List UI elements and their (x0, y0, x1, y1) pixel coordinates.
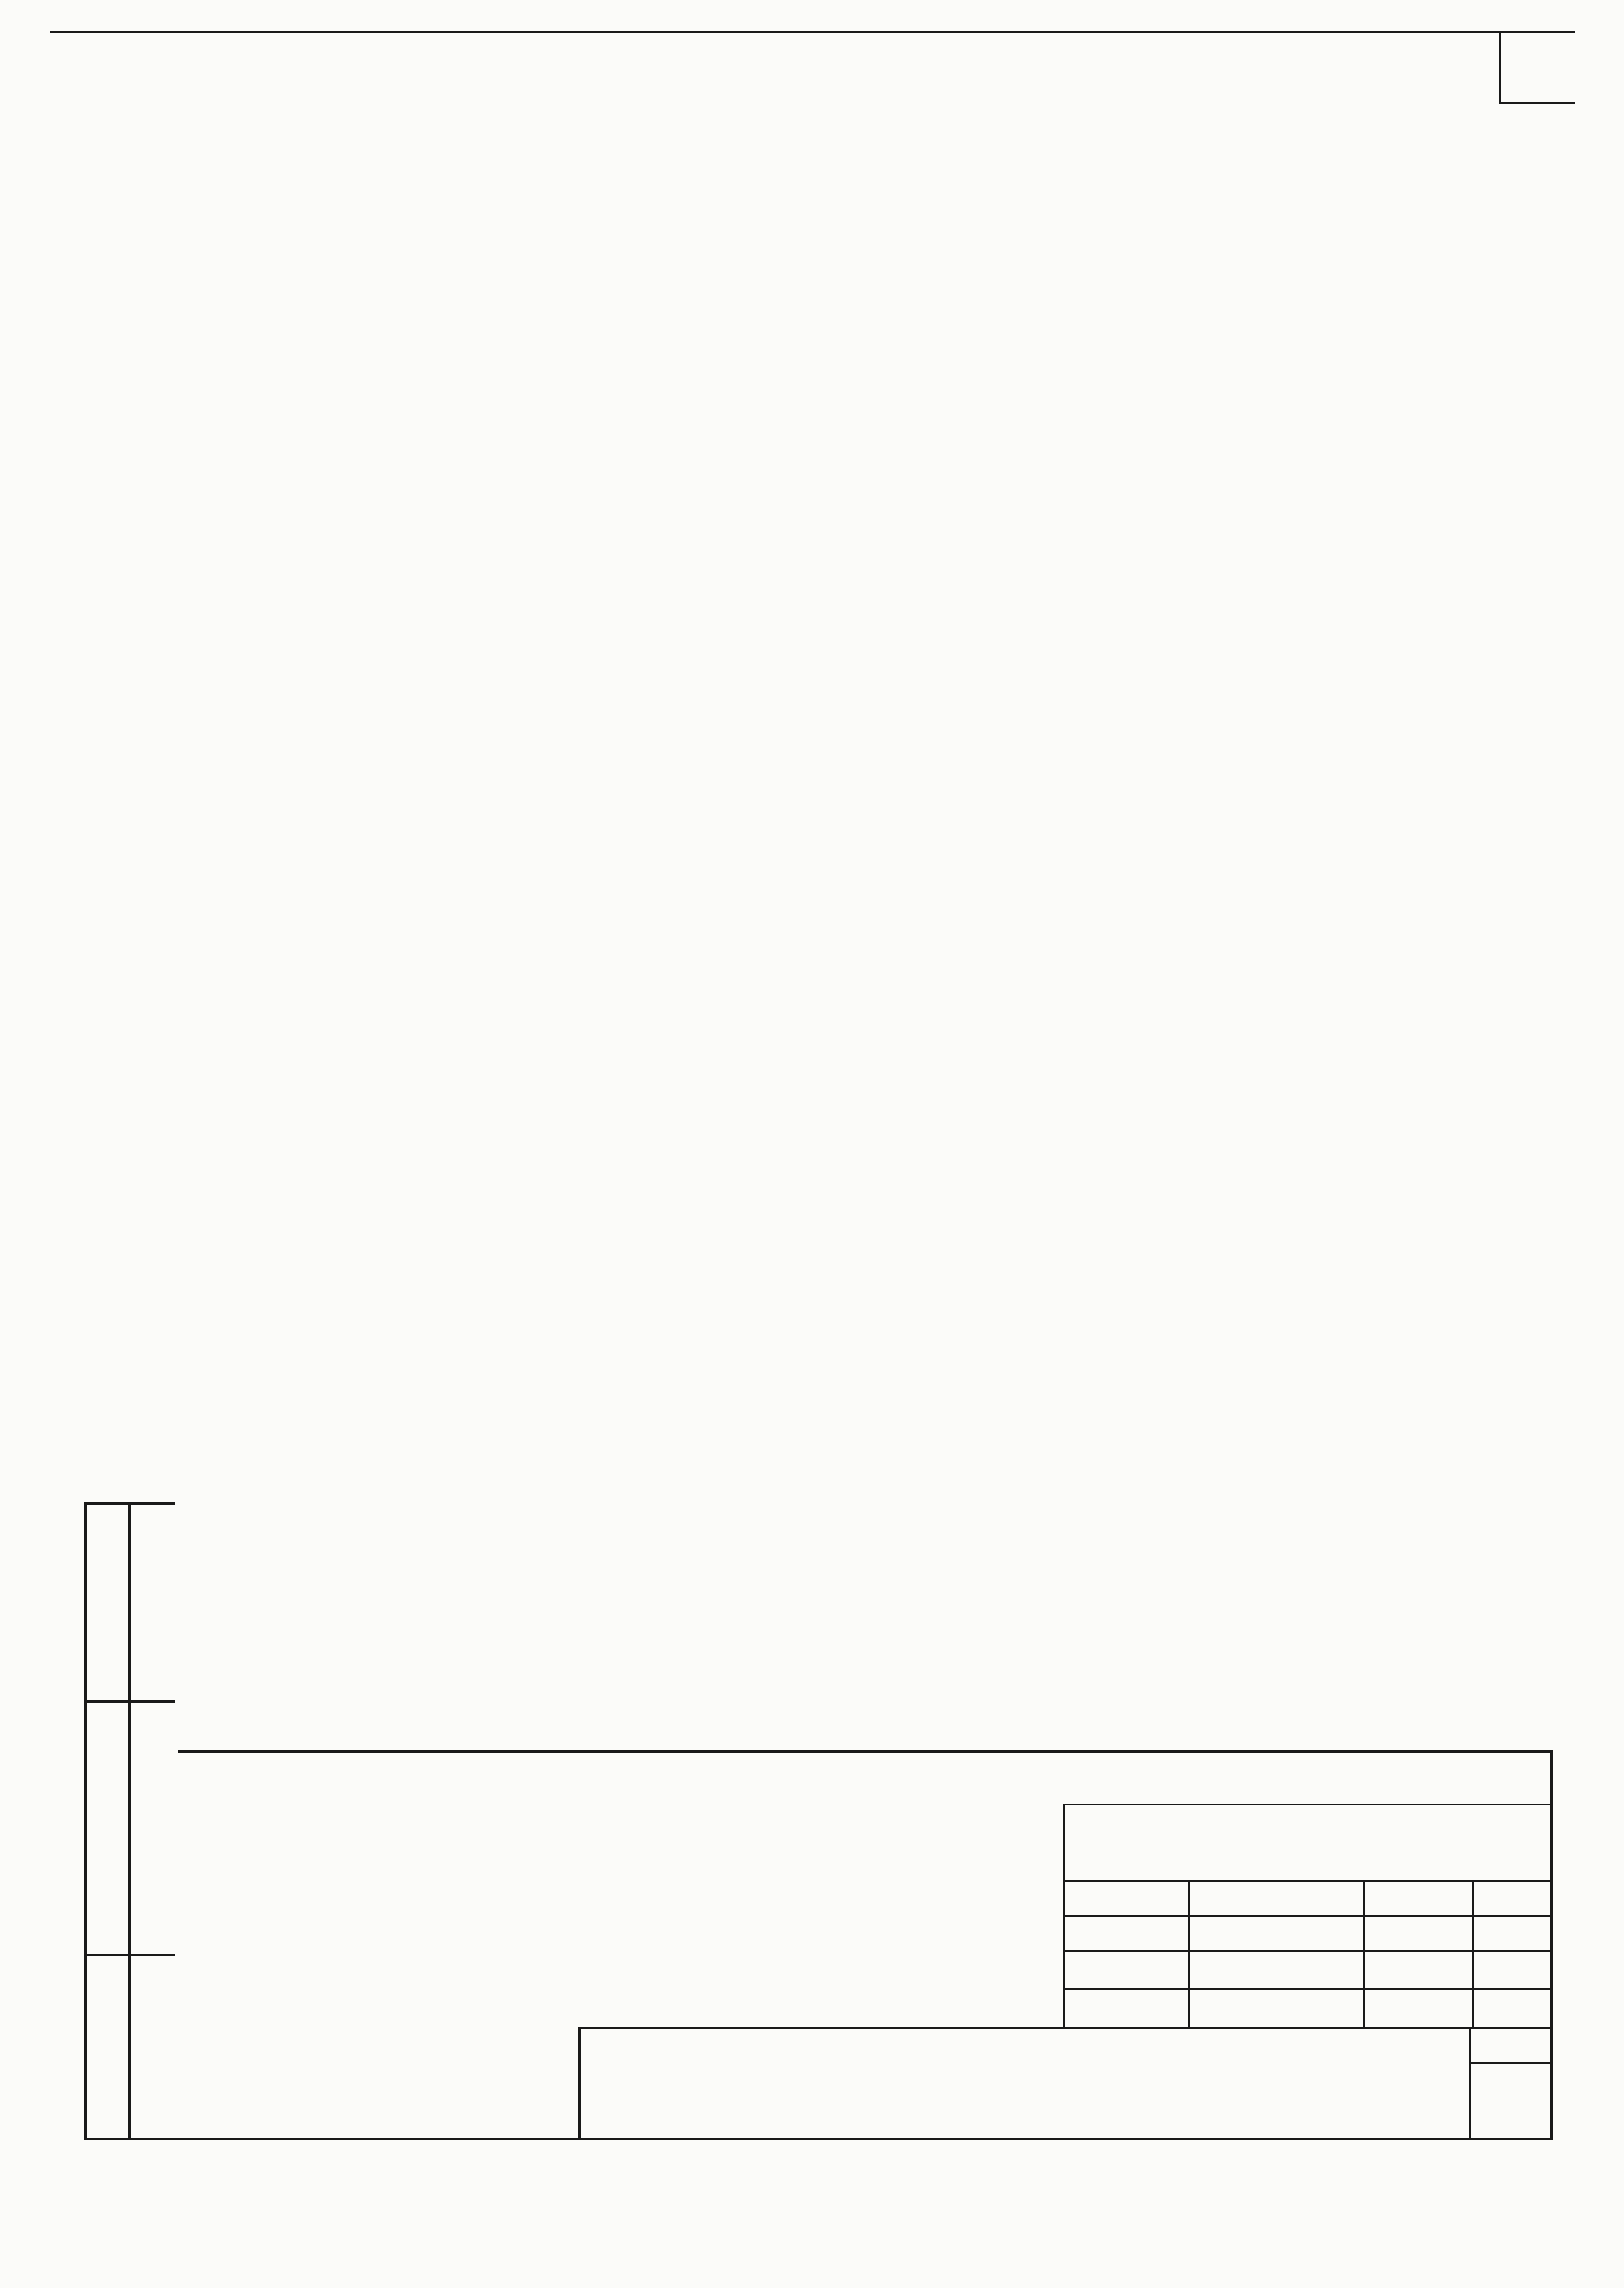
bound-row-4 (1063, 1988, 1551, 1990)
bound-col-2 (1363, 1880, 1365, 2029)
stamp-sheet-row (1469, 2062, 1552, 2064)
frame-right-lower (1550, 1750, 1553, 2140)
album-label (97, 803, 141, 991)
frame-bottom (84, 2138, 1553, 2140)
bound-col-3 (1472, 1880, 1474, 2029)
side-stamp-outer-left (84, 1502, 87, 2140)
sign-date-label (100, 1722, 138, 1935)
bound-row-2 (1063, 1915, 1551, 1917)
bound-box-top (1063, 1804, 1551, 1805)
frame-bottom-divider (178, 1750, 1552, 1753)
swap-inv-label (100, 1512, 138, 1699)
sheet-number-divider (1499, 31, 1501, 103)
stamp-left (578, 2027, 581, 2139)
stamp-top (578, 2027, 1552, 2029)
bound-row-3 (1063, 1950, 1551, 1952)
bound-col-1 (1188, 1880, 1190, 2029)
bound-row-1 (1063, 1880, 1551, 1882)
top-rule (50, 31, 1575, 33)
sheet-number-underline (1499, 102, 1575, 104)
inv-orig-label (100, 1954, 138, 2141)
stamp-sheet-col (1469, 2027, 1471, 2139)
